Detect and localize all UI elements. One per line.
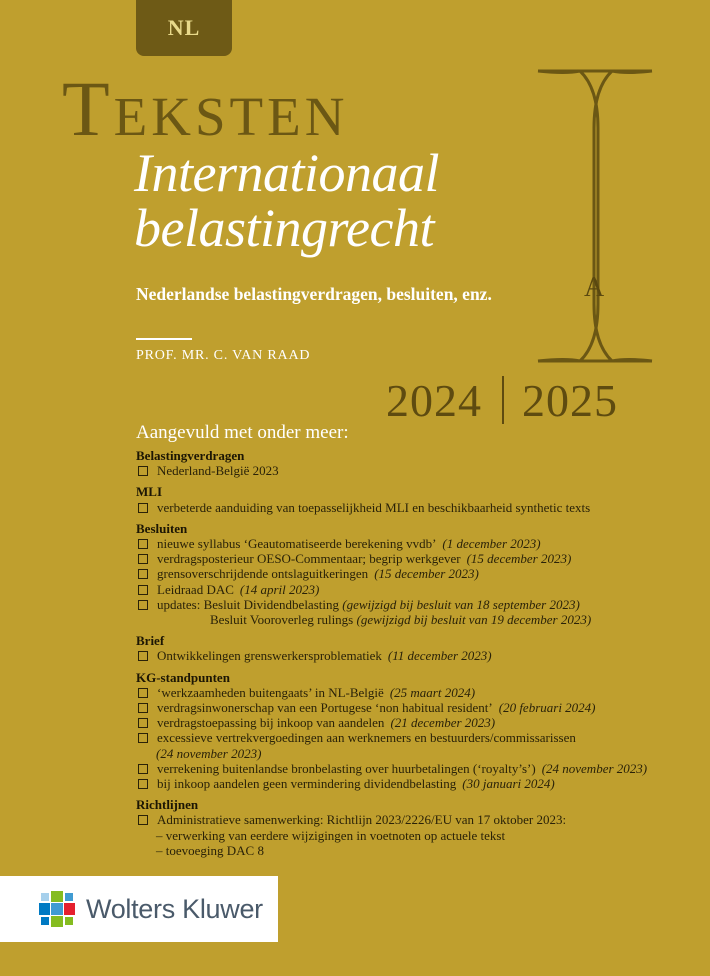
list-item	[136, 776, 706, 791]
checkbox-icon	[138, 466, 148, 476]
item-text: bij inkoop aandelen geen vermindering dividendbelasting	[157, 776, 457, 792]
checkbox-icon	[138, 764, 148, 774]
item-date: (15 december 2023)	[466, 551, 572, 567]
volume-letter: A	[584, 272, 605, 303]
edition-years	[386, 372, 618, 428]
list-item	[136, 463, 706, 478]
list-item-updates	[136, 597, 706, 612]
section-kg-standpunten	[136, 670, 706, 792]
section-heading: Brief	[136, 633, 165, 649]
author-divider	[136, 338, 192, 340]
list-item	[136, 536, 706, 551]
item-text: verdragsinwonerschap van een Portugese ‘non habitual resident’	[157, 700, 493, 716]
wolters-kluwer-logo-icon	[38, 890, 76, 928]
item-text: verbeterde aanduiding van toepasselijkheid MLI en beschikbaarheid synthetic texts	[157, 499, 591, 515]
item-date: (25 maart 2024)	[389, 684, 476, 700]
checkbox-icon	[138, 539, 148, 549]
list-item	[136, 730, 706, 745]
section-belastingverdragen	[136, 448, 706, 478]
list-item	[136, 551, 706, 566]
item-date: (14 april 2023)	[239, 581, 320, 597]
checkbox-icon	[138, 651, 148, 661]
item-date: (21 december 2023)	[390, 715, 496, 731]
sub-line: – toevoeging DAC 8	[156, 842, 264, 858]
year-end: 2025	[522, 374, 618, 426]
sub-line: – verwerking van eerdere wijzigingen in voetnoten op actuele tekst	[156, 827, 506, 843]
checkbox-icon	[138, 703, 148, 713]
list-item	[136, 582, 706, 597]
updates-label: updates:	[157, 596, 201, 612]
item-date: (11 december 2023)	[387, 648, 492, 664]
item-date: (15 december 2023)	[374, 566, 479, 582]
item-text: Administratieve samenwerking: Richtlijn 2023/2226/EU van 17 oktober 2023:	[157, 812, 567, 828]
item-text: Besluit Vooroverleg rulings	[210, 612, 354, 628]
item-date: (gewijzigd bij besluit van 19 december 2023)	[356, 612, 592, 628]
checkbox-icon	[138, 600, 148, 610]
publisher-name: Wolters Kluwer	[86, 893, 263, 924]
item-date: (24 november 2023)	[541, 760, 648, 776]
year-start: 2024	[386, 374, 482, 426]
list-item	[136, 500, 706, 515]
item-text: ‘werkzaamheden buitengaats’ in NL-België	[157, 684, 384, 700]
item-date: (20 februari 2024)	[498, 700, 596, 716]
list-item	[136, 685, 706, 700]
checkbox-icon	[138, 733, 148, 743]
item-text: verdragstoepassing bij inkoop van aandelen	[157, 715, 385, 731]
item-text: Nederland-België 2023	[157, 463, 279, 479]
item-text: verrekening buitenlandse bronbelasting over huurbetalingen (‘royalty’s’)	[157, 760, 536, 776]
language-tab-label: NL	[167, 15, 201, 40]
updates-line-2	[136, 612, 706, 627]
section-heading: Besluiten	[136, 520, 188, 536]
section-heading: Belastingverdragen	[136, 448, 245, 463]
checkbox-icon	[138, 688, 148, 698]
year-divider	[502, 376, 504, 424]
item-text: verdragsposterieur OESO-Commentaar; begrip werkgever	[157, 551, 461, 567]
item-text: Besluit Dividendbelasting	[203, 596, 339, 612]
section-besluiten	[136, 521, 706, 627]
section-brief	[136, 633, 706, 663]
item-text: grensoverschrijdende ontslaguitkeringen	[157, 566, 369, 582]
subtitle: Nederlandse belastingverdragen, besluiten, enz.	[136, 284, 492, 304]
publisher-bar	[0, 876, 278, 942]
list-item	[136, 700, 706, 715]
checkbox-icon	[138, 718, 148, 728]
section-mli	[136, 484, 706, 514]
list-item	[136, 812, 706, 827]
item-date: (gewijzigd bij besluit van 18 september 2023)	[342, 596, 580, 612]
list-item	[136, 761, 706, 776]
item-text: Ontwikkelingen grenswerkersproblematiek	[157, 648, 382, 664]
main-title-line-1: Internationaal	[134, 143, 439, 203]
section-heading: KG-standpunten	[136, 669, 230, 685]
checkbox-icon	[138, 503, 148, 513]
checkbox-icon	[138, 815, 148, 825]
checkbox-icon	[138, 779, 148, 789]
section-richtlijnen	[136, 797, 706, 858]
main-title-line-2: belastingrecht	[134, 198, 434, 258]
item-continuation	[136, 746, 706, 761]
contents-intro: Aangevuld met onder meer:	[136, 422, 349, 443]
list-item	[136, 648, 706, 663]
section-heading: Richtlijnen	[136, 797, 199, 813]
item-text: Leidraad DAC	[157, 581, 234, 597]
item-date: (30 januari 2024)	[462, 776, 555, 792]
author-name: PROF. MR. C. VAN RAAD	[136, 348, 311, 363]
section-heading: MLI	[136, 484, 162, 500]
main-title	[134, 143, 439, 258]
contents-list	[136, 448, 706, 864]
checkbox-icon	[138, 554, 148, 564]
list-item	[136, 566, 706, 581]
language-tab	[136, 0, 232, 56]
checkbox-icon	[138, 569, 148, 579]
item-text: nieuwe syllabus ‘Geautomatiseerde berekening vvdb’	[157, 536, 437, 552]
list-item	[136, 715, 706, 730]
series-title: Teksten	[62, 65, 349, 152]
item-date: (1 december 2023)	[442, 536, 541, 552]
volume-numeral-icon	[536, 68, 656, 364]
item-date: (24 november 2023)	[156, 745, 262, 761]
item-text: excessieve vertrekvergoedingen aan werknemers en bestuurders/commissarissen	[157, 730, 576, 746]
checkbox-icon	[138, 585, 148, 595]
